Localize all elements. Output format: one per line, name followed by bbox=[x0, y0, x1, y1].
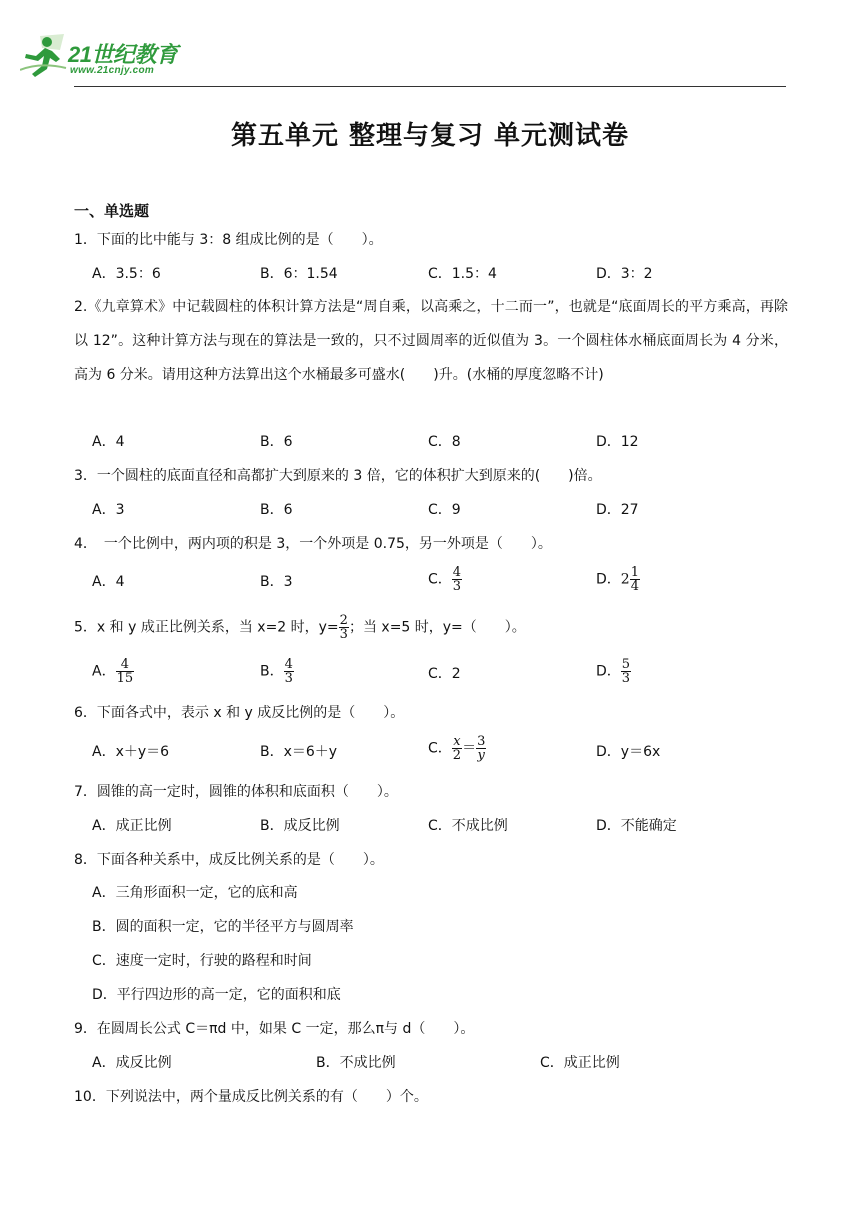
question-8-stem: 8．下面各种关系中，成反比例关系的是（ ）。 bbox=[74, 852, 384, 868]
fraction-numerator: 3 bbox=[477, 734, 486, 749]
q2-option-c: C．8 bbox=[428, 434, 461, 450]
fraction-numerator: 4 bbox=[284, 657, 293, 672]
question-9-stem: 9．在圆周长公式 C＝πd 中，如果 C 一定，那么π与 d（ ）。 bbox=[74, 1021, 475, 1037]
q6-option-c-label: C． bbox=[428, 740, 452, 757]
q1-option-b: B．6：1.54 bbox=[260, 266, 338, 282]
q4-option-c-label: C． bbox=[428, 571, 452, 588]
header-divider bbox=[74, 86, 786, 87]
q2-option-b: B．6 bbox=[260, 434, 293, 450]
q8-option-b: B．圆的面积一定，它的半径平方与圆周率 bbox=[92, 919, 354, 935]
q7-option-d: D．不能确定 bbox=[596, 818, 677, 834]
q5-option-a-label: A． bbox=[92, 663, 116, 680]
question-2-stem: 2.《九章算术》中记载圆柱的体积计算方法是“周自乘，以高乘之，十二而一”，也就是“底面周长的平方乘高，再除以 12”。这种计算方法与现在的算法是一致的，只不过圆周率的近似值为 3。一个圆柱体水桶底面周长为 4 分米，高为 6 分米。请用这种方法算出这个水桶最多可盛水( )升。(水桶的厚度忽略不计) bbox=[74, 299, 788, 383]
q1-option-c: C．1.5：4 bbox=[428, 266, 497, 282]
question-10-stem: 10．下列说法中，两个量成反比例关系的有（ ）个。 bbox=[74, 1089, 428, 1105]
fraction-denominator: 3 bbox=[339, 627, 348, 642]
q4-option-a: A．4 bbox=[92, 574, 125, 590]
question-5-stem bbox=[74, 614, 526, 641]
q7-option-a: A．成正比例 bbox=[92, 818, 172, 834]
q6-option-b: B．x＝6＋y bbox=[260, 744, 338, 760]
q4-option-c-fraction bbox=[452, 566, 462, 593]
page-title: 第五单元 整理与复习 单元测试卷 bbox=[230, 121, 630, 151]
q9-option-b: B．不成比例 bbox=[316, 1055, 396, 1071]
q8-option-a: A．三角形面积一定，它的底和高 bbox=[92, 885, 298, 901]
q5-option-a bbox=[92, 658, 134, 685]
fraction-denominator: 15 bbox=[116, 671, 134, 686]
q4-option-d-fraction bbox=[630, 566, 640, 593]
question-4-stem: 4． 一个比例中，两内项的积是 3，一个外项是 0.75，另一外项是（ ）。 bbox=[74, 536, 552, 552]
q7-option-b: B．成反比例 bbox=[260, 818, 340, 834]
fraction-numerator: 4 bbox=[116, 658, 135, 672]
q4-option-d-label: D． bbox=[596, 571, 621, 588]
fraction-denominator: 4 bbox=[630, 579, 639, 594]
q9-option-c: C．成正比例 bbox=[540, 1055, 620, 1071]
equals-sign: ＝ bbox=[462, 740, 477, 757]
fraction-numerator: x bbox=[453, 734, 461, 749]
section-heading: 一、单选题 bbox=[74, 202, 150, 220]
question-7-stem: 7．圆锥的高一定时，圆锥的体积和底面积（ ）。 bbox=[74, 784, 398, 800]
fraction-denominator: 3 bbox=[452, 579, 462, 594]
q5-option-b-label: B． bbox=[260, 663, 284, 680]
question-6-stem: 6．下面各式中，表示 x 和 y 成反比例的是（ ）。 bbox=[74, 705, 405, 721]
q6-option-c-right-fraction bbox=[476, 735, 486, 762]
q6-option-d: D．y＝6x bbox=[596, 744, 661, 760]
fraction-numerator: 5 bbox=[621, 657, 631, 672]
fraction-numerator: 4 bbox=[452, 565, 462, 580]
q5-option-d-fraction bbox=[621, 658, 631, 685]
question-1-stem: 1．下面的比中能与 3：8 组成比例的是（ ）。 bbox=[74, 232, 383, 248]
q6-option-c-left-fraction bbox=[452, 735, 462, 762]
q5-option-d-label: D． bbox=[596, 663, 621, 680]
q1-option-d: D．3：2 bbox=[596, 266, 653, 282]
q5-option-a-fraction bbox=[116, 658, 135, 685]
question-3-stem: 3．一个圆柱的底面直径和高都扩大到原来的 3 倍，它的体积扩大到原来的( )倍。 bbox=[74, 468, 602, 484]
q4-option-b: B．3 bbox=[260, 574, 293, 590]
q5-stem-pre: 5．x 和 y 成正比例关系，当 x=2 时，y= bbox=[74, 619, 339, 636]
q6-option-c bbox=[428, 735, 486, 762]
q3-option-b: B．6 bbox=[260, 502, 293, 518]
fraction-denominator: y bbox=[477, 748, 485, 763]
q1-option-a: A．3.5：6 bbox=[92, 266, 161, 282]
logo-url: www.21cnjy.com bbox=[70, 65, 155, 76]
q9-option-a: A．成反比例 bbox=[92, 1055, 172, 1071]
q3-option-d: D．27 bbox=[596, 502, 639, 518]
logo-text: 21世纪教育 bbox=[68, 42, 178, 67]
q5-stem-fraction bbox=[339, 614, 349, 641]
fraction-denominator: 3 bbox=[621, 671, 631, 686]
q5-option-d bbox=[596, 658, 631, 685]
q7-option-c: C．不成比例 bbox=[428, 818, 508, 834]
mixed-number-whole: 2 bbox=[620, 571, 630, 588]
q5-option-b-fraction bbox=[284, 658, 294, 685]
q3-option-a: A．3 bbox=[92, 502, 125, 518]
q3-option-c: C．9 bbox=[428, 502, 461, 518]
q2-option-a: A．4 bbox=[92, 434, 125, 450]
site-logo bbox=[20, 34, 190, 80]
q5-stem-post: ；当 x=5 时，y=（ ）。 bbox=[348, 619, 526, 636]
q5-option-c: C．2 bbox=[428, 666, 461, 682]
running-figure-icon bbox=[20, 34, 70, 78]
q2-option-d: D．12 bbox=[596, 434, 639, 450]
fraction-denominator: 3 bbox=[284, 671, 293, 686]
q8-option-c: C．速度一定时，行驶的路程和时间 bbox=[92, 953, 312, 969]
q4-option-d bbox=[596, 566, 640, 593]
fraction-numerator: 2 bbox=[339, 613, 348, 628]
fraction-numerator: 1 bbox=[630, 565, 639, 580]
q6-option-a: A．x＋y＝6 bbox=[92, 744, 170, 760]
fraction-denominator: 2 bbox=[452, 748, 462, 763]
q4-option-c bbox=[428, 566, 462, 593]
q5-option-b bbox=[260, 658, 294, 685]
q8-option-d: D．平行四边形的高一定，它的面积和底 bbox=[92, 987, 341, 1003]
